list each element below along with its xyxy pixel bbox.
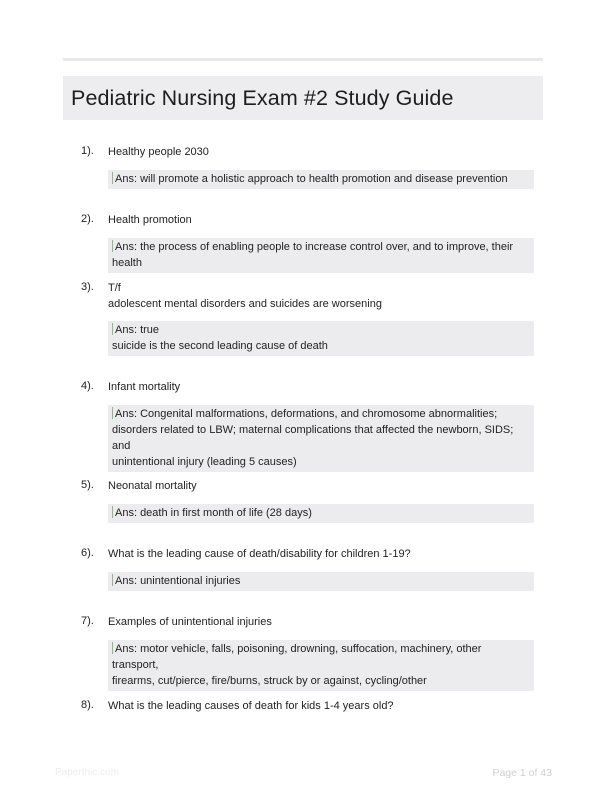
answer-box: Ans: death in first month of life (28 days) bbox=[108, 504, 534, 523]
top-divider bbox=[63, 58, 543, 61]
question-number: 1). bbox=[81, 145, 94, 157]
title-banner bbox=[63, 76, 543, 120]
question-text: Health promotion bbox=[108, 214, 192, 226]
question-number: 3). bbox=[81, 281, 94, 293]
page-number: Page 1 of 43 bbox=[492, 767, 552, 779]
answer-box: Ans: will promote a holistic approach to health promotion and disease prevention bbox=[108, 170, 534, 189]
question-number: 2). bbox=[81, 213, 94, 225]
question-number: 7). bbox=[81, 615, 94, 627]
question-text: What is the leading causes of death for kids 1-4 years old? bbox=[108, 700, 394, 712]
question-text: T/f adolescent mental disorders and suicides are worsening bbox=[108, 282, 382, 310]
answer-box: Ans: motor vehicle, falls, poisoning, drowning, suffocation, machinery, other transport, firearms, cut/pierce, fire/burns, struck by or against, cycling/other bbox=[108, 640, 534, 691]
question-text: What is the leading cause of death/disability for children 1-19? bbox=[108, 548, 411, 560]
answer-box: Ans: true suicide is the second leading cause of death bbox=[108, 321, 534, 356]
footer-watermark: Paperthic.com bbox=[55, 767, 119, 778]
question-number: 6). bbox=[81, 547, 94, 559]
answer-box: Ans: unintentional injuries bbox=[108, 572, 534, 591]
question-text: Healthy people 2030 bbox=[108, 146, 209, 158]
question-text: Infant mortality bbox=[108, 381, 181, 393]
question-text: Neonatal mortality bbox=[108, 480, 197, 492]
question-text: Examples of unintentional injuries bbox=[108, 616, 272, 628]
question-number: 5). bbox=[81, 479, 94, 491]
page-title: Pediatric Nursing Exam #2 Study Guide bbox=[71, 85, 454, 110]
question-number: 4). bbox=[81, 380, 94, 392]
question-number: 8). bbox=[81, 699, 94, 711]
answer-box: Ans: Congenital malformations, deformations, and chromosome abnormalities; disorders related to LBW; maternal complications that affected the newborn, SIDS; and unintentional injury (leading 5 causes) bbox=[108, 405, 534, 472]
answer-box: Ans: the process of enabling people to increase control over, and to improve, their health bbox=[108, 238, 534, 273]
